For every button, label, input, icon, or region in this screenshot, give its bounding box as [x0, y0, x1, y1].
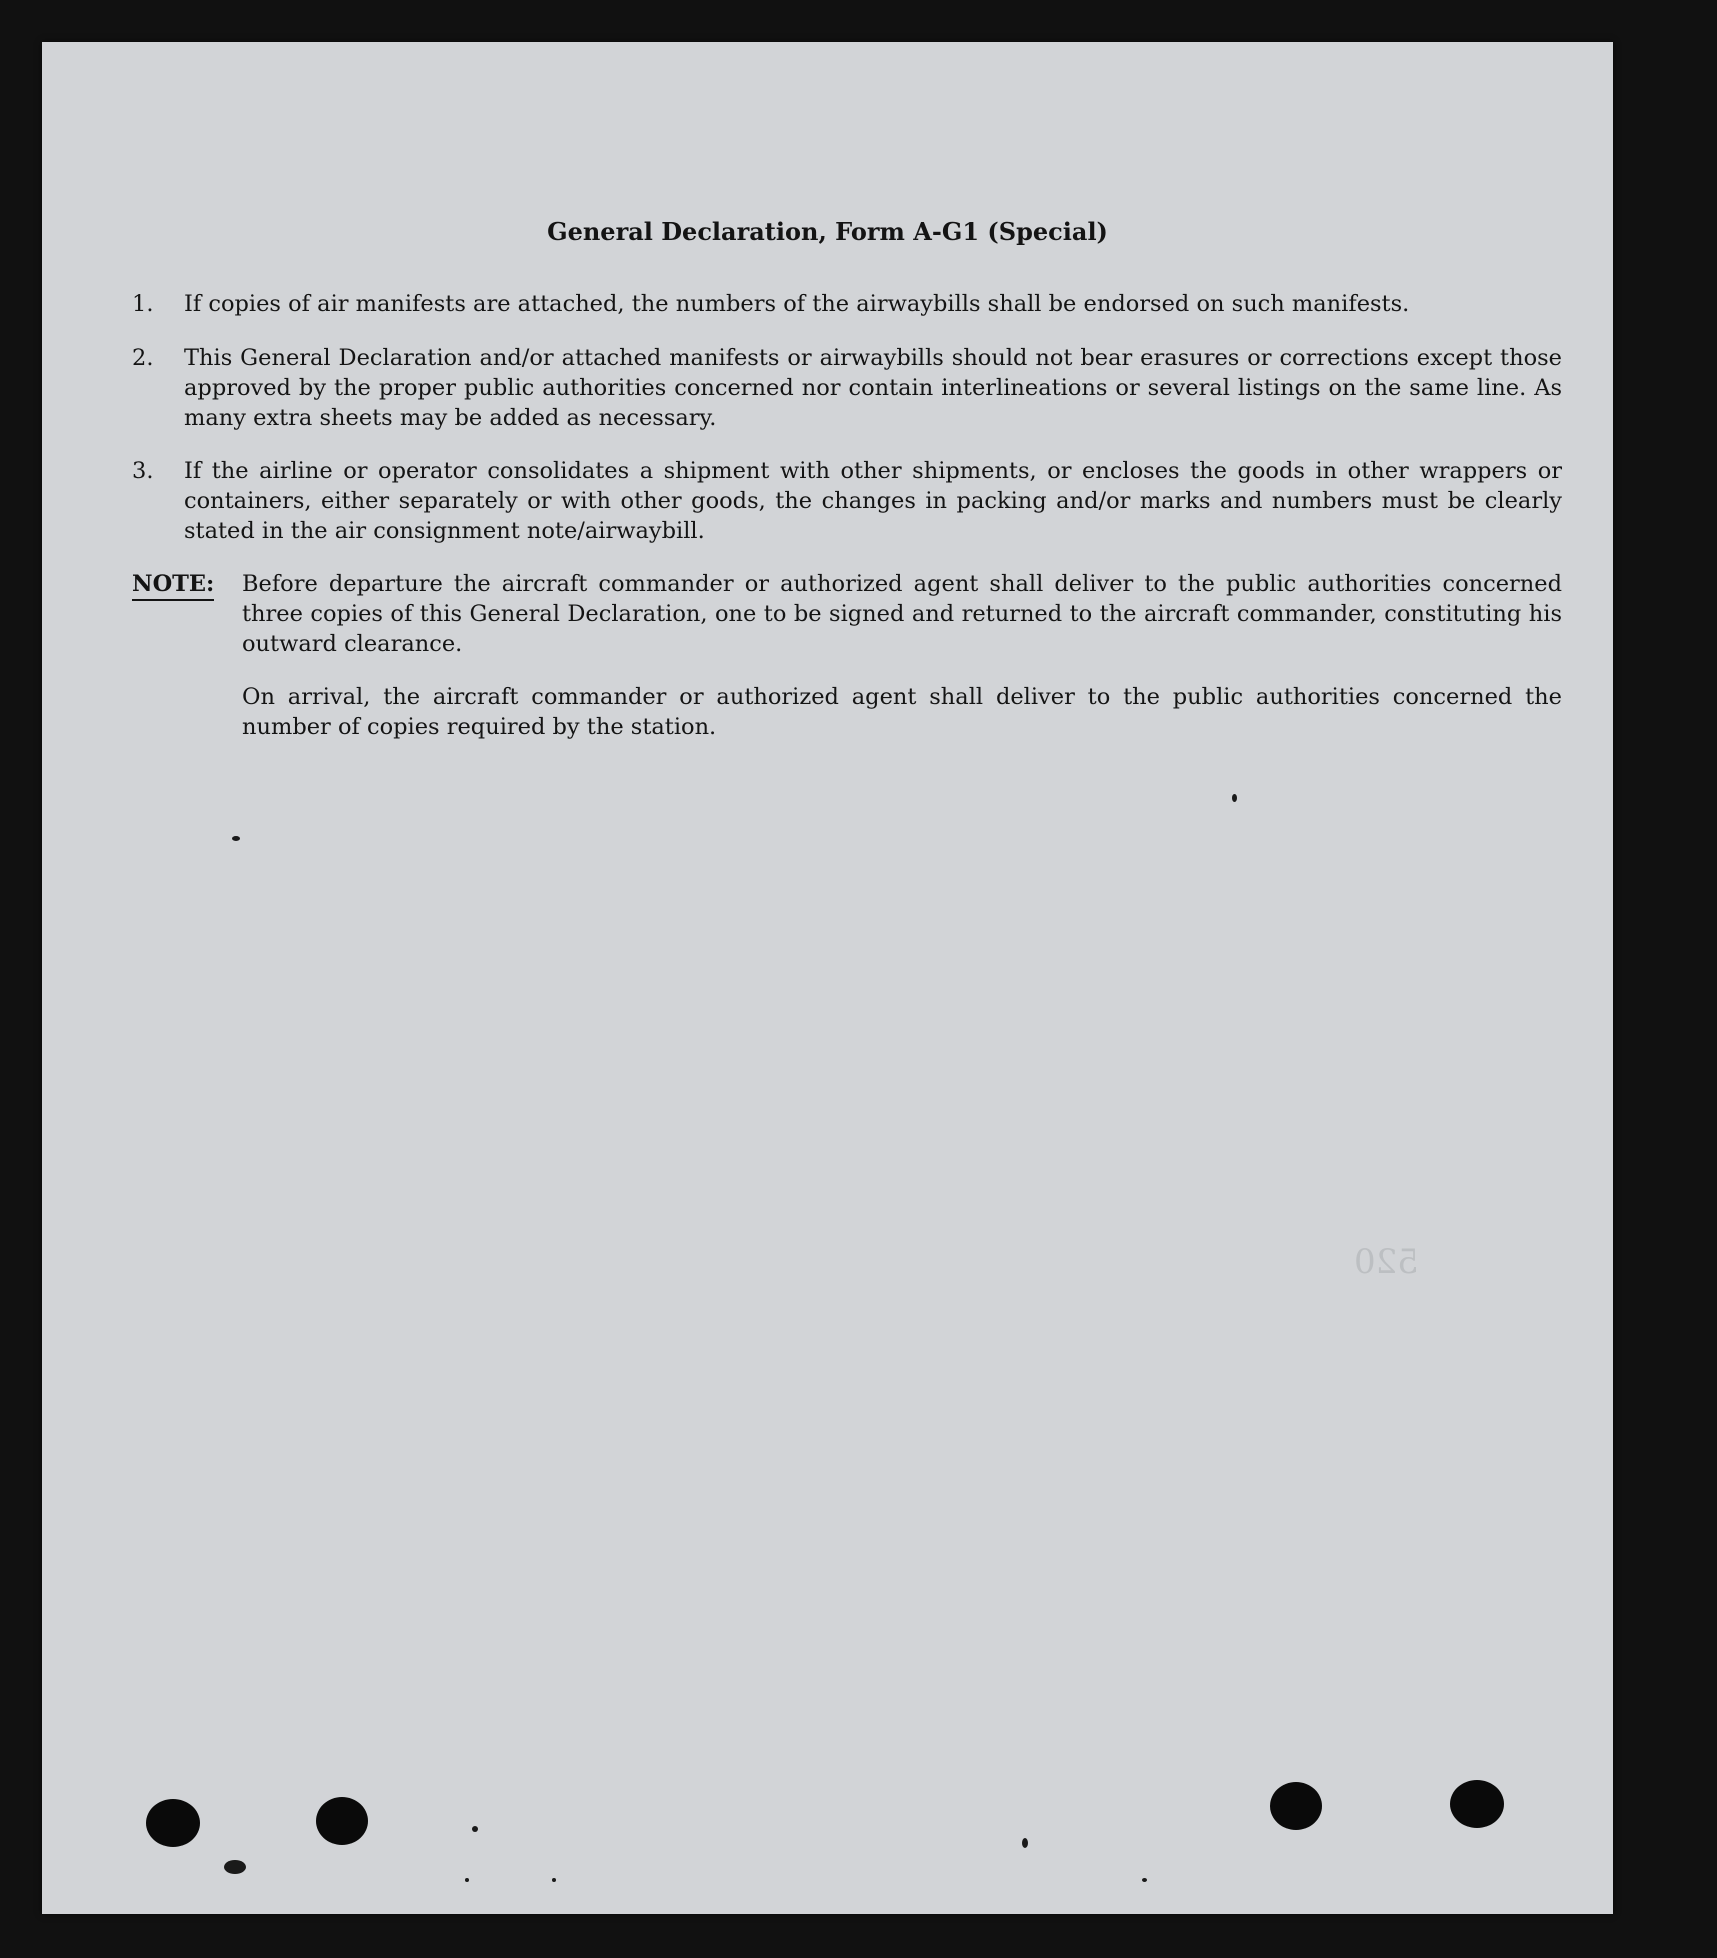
item-text: If the airline or operator consolidates a shipment with other shipments, or encloses the goods in other wrappers or containers, either separately or with other goods, the changes in packing and/or marks and numbers must be clearly stated in the air consignment note/airwaybill. [184, 458, 1562, 544]
note-paragraph-2: On arrival, the aircraft commander or authorized agent shall deliver to the public authorities concerned the number of copies required by the station. [242, 684, 1562, 740]
speck [1142, 1878, 1147, 1882]
punch-hole [1270, 1782, 1322, 1830]
speck [1022, 1838, 1028, 1848]
speck [472, 1826, 478, 1832]
item-number: 3. [132, 458, 154, 484]
item-text: If copies of air manifests are attached, the numbers of the airwaybills shall be endorsed on such manifests. [184, 291, 1410, 317]
item-text: This General Declaration and/or attached manifests or airwaybills should not bear erasures or corrections except those approved by the proper public authorities concerned nor contain interlineations or several listings on the same line. As many extra sheets may be added as necessary. [184, 345, 1562, 431]
punch-hole [316, 1797, 368, 1845]
speck [1232, 794, 1237, 802]
instruction-item-3 [132, 456, 1562, 546]
speck [224, 1860, 246, 1874]
note-paragraph-1: Before departure the aircraft commander or authorized agent shall deliver to the public authorities concerned three copies of this General Declaration, one to be signed and returned to the aircraft commander, constituting his outward clearance. [242, 571, 1562, 657]
item-number: 2. [132, 345, 154, 371]
document-page [42, 42, 1613, 1914]
speck [552, 1878, 556, 1882]
note-label: NOTE: [132, 569, 214, 601]
bleed-through-mark: 520 [1354, 1242, 1419, 1282]
punch-hole [146, 1799, 200, 1847]
speck [232, 836, 240, 841]
document-title: General Declaration, Form A-G1 (Special) [547, 217, 1108, 246]
instruction-item-1 [132, 289, 1562, 319]
speck [465, 1878, 469, 1882]
instruction-item-2 [132, 343, 1562, 433]
item-number: 1. [132, 291, 154, 317]
punch-hole [1450, 1780, 1504, 1828]
